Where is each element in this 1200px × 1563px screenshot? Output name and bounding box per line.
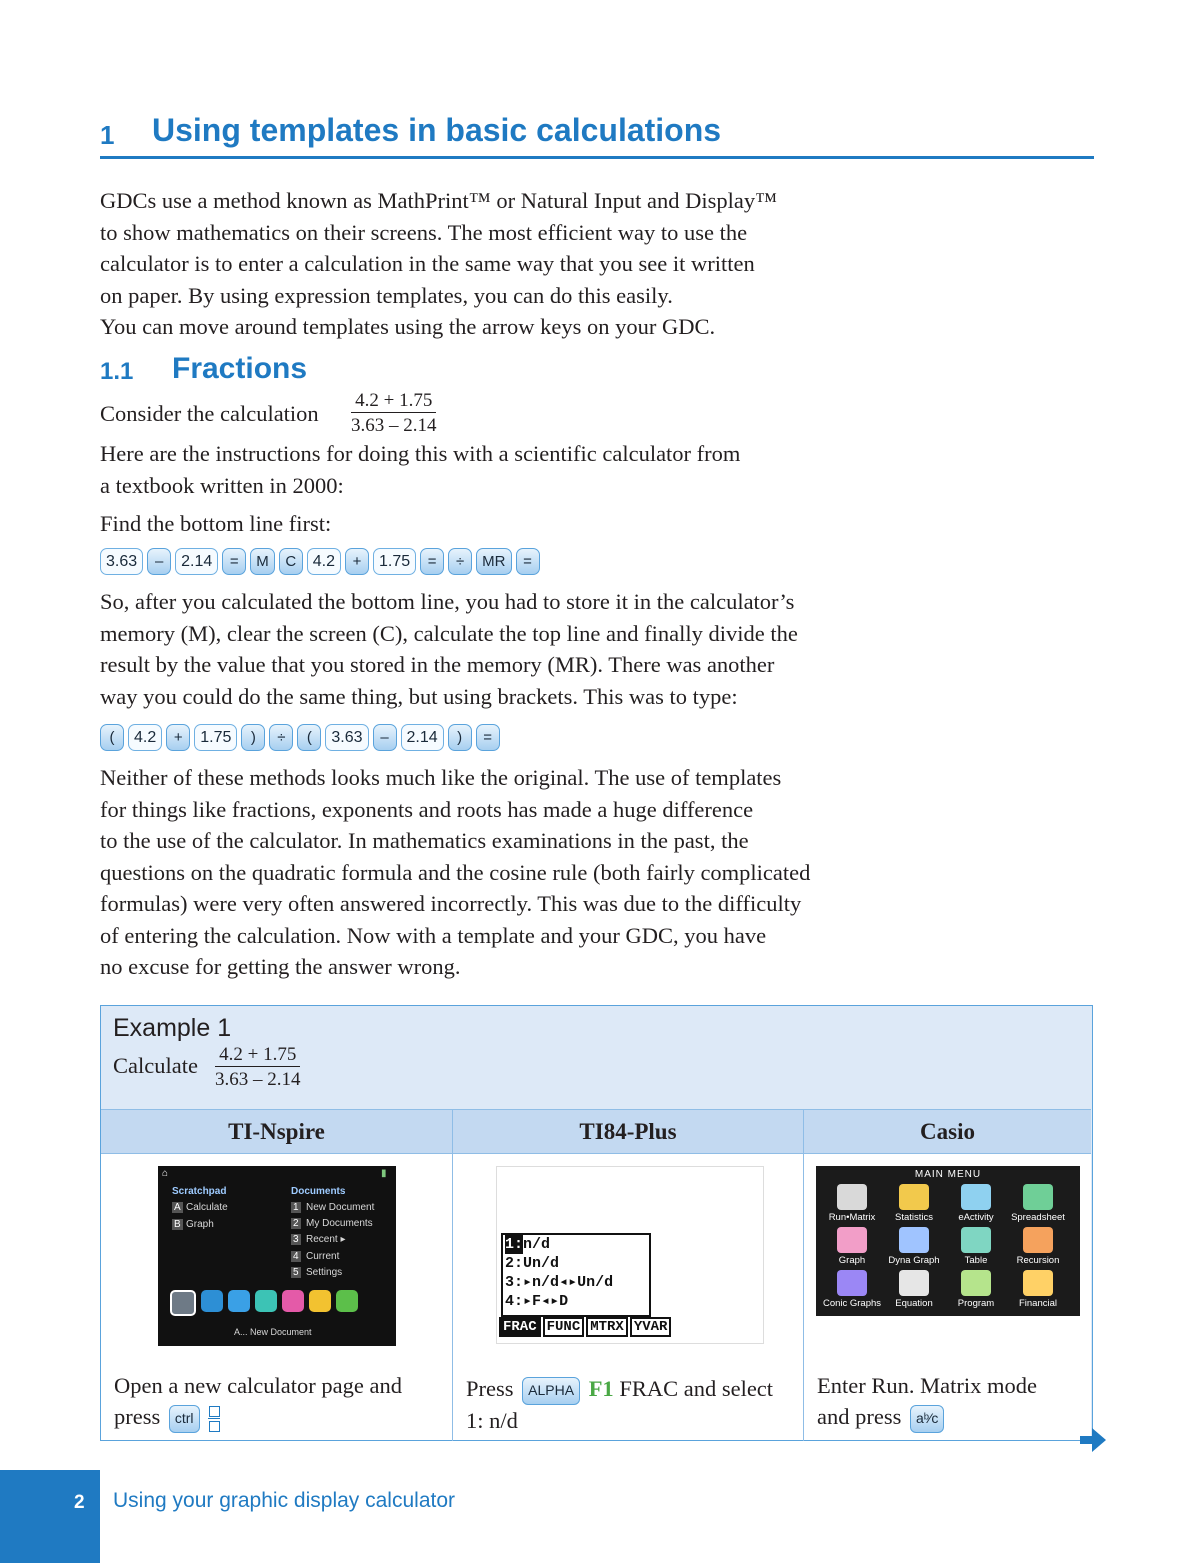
app-tile: Recursion — [1007, 1225, 1069, 1268]
calculator-app-icon — [170, 1290, 196, 1316]
calc-key: + — [345, 548, 369, 575]
financial-icon — [1023, 1270, 1053, 1296]
column-header: Casio — [804, 1110, 1091, 1154]
caption-line: Open a new calculator page and — [114, 1373, 402, 1398]
intro-paragraph — [100, 185, 777, 343]
graph-icon — [837, 1227, 867, 1253]
footer-title: Using your graphic display calculator — [113, 1489, 455, 1512]
notes-app-icon — [309, 1290, 331, 1312]
fkey-func: FUNC — [543, 1317, 585, 1337]
menu-key: 1 — [293, 1202, 299, 1213]
calc-key: = — [476, 724, 500, 751]
battery-icon: ▮ — [381, 1168, 387, 1179]
conic-graphs-icon — [837, 1270, 867, 1296]
text-line: So, after you calculated the bottom line, you had to store it in the calculator’s — [100, 589, 795, 614]
ctrl-key: ctrl — [169, 1405, 200, 1433]
fraction-denominator: 3.63 – 2.14 — [351, 415, 437, 436]
example-calc-label: Calculate — [113, 1053, 198, 1078]
fraction-numerator: 4.2 + 1.75 — [215, 1044, 300, 1067]
app-tile: Equation — [883, 1268, 945, 1311]
spreadsheet-icon — [1023, 1184, 1053, 1210]
page-number: 2 — [74, 1492, 85, 1513]
menu-item: Calculate — [186, 1202, 228, 1213]
menu-item: My Documents — [306, 1218, 373, 1229]
subsection-title: Fractions — [172, 352, 308, 385]
column-body — [101, 1154, 452, 1440]
memory-paragraph — [100, 586, 798, 712]
statistics-icon — [899, 1184, 929, 1210]
templates-paragraph — [100, 762, 810, 983]
text-line: Neither of these methods looks much like the original. The use of templates — [100, 765, 782, 790]
text-line: for things like fractions, exponents and roots has made a huge difference — [100, 796, 754, 822]
program-icon — [961, 1270, 991, 1296]
text-line: memory (M), clear the screen (C), calculate the top line and finally divide the — [100, 620, 798, 646]
app-tile: Dyna Graph — [883, 1225, 945, 1268]
calc-key: ) — [448, 724, 472, 751]
data-stats-app-icon — [282, 1290, 304, 1312]
fraction-numerator: 4.2 + 1.75 — [351, 390, 436, 413]
footer-tab — [0, 1470, 100, 1563]
key-sequence-brackets — [100, 724, 500, 751]
menu-key: 3 — [293, 1234, 299, 1245]
caption-text: press — [114, 1404, 161, 1429]
caption-text: and press — [817, 1404, 902, 1429]
fraction-denominator: 3.63 – 2.14 — [215, 1069, 301, 1090]
app-tile: Program — [945, 1268, 1007, 1311]
column-body — [804, 1154, 1091, 1440]
menu-item: Current — [306, 1251, 340, 1262]
app-tile: eActivity — [945, 1182, 1007, 1225]
subsection-number: 1.1 — [100, 358, 134, 385]
fkey-frac: FRAC — [499, 1317, 541, 1337]
f1-label: F1 — [588, 1376, 614, 1401]
menu-item: Recent ▸ — [306, 1234, 346, 1245]
text-line: Find the bottom line first: — [100, 511, 332, 536]
example-box — [100, 1005, 1093, 1441]
function-key-bar — [499, 1317, 671, 1337]
text-line: formulas) were very often answered incorrectly. This was due to the difficulty — [100, 891, 802, 916]
text-line: on paper. By using expression templates, you can do this easily. — [100, 282, 673, 308]
app-tile: Financial — [1007, 1268, 1069, 1311]
calc-key: ÷ — [448, 548, 472, 575]
text-line: Consider the calculation — [100, 401, 319, 426]
recursion-icon — [1023, 1227, 1053, 1253]
menu-item: 3:▸n/d◂▸Un/d — [505, 1274, 614, 1291]
calc-key: 3.63 — [325, 724, 368, 751]
frac-menu — [501, 1233, 651, 1317]
menu-item: Graph — [186, 1219, 214, 1230]
caption-line: 1: n/d — [466, 1407, 518, 1433]
vernier-app-icon — [336, 1290, 358, 1312]
text-line: to show mathematics on their screens. The most efficient way to use the — [100, 219, 748, 245]
caption-line — [466, 1373, 773, 1405]
calc-key: 4.2 — [128, 724, 162, 751]
calc-key: 4.2 — [307, 548, 341, 575]
menu-key: 4 — [293, 1251, 299, 1262]
caption-text: Press — [466, 1376, 514, 1401]
column-header: TI84-Plus — [453, 1110, 803, 1154]
lists-app-icon — [255, 1290, 277, 1312]
menu-key: B — [174, 1219, 181, 1230]
continue-arrow-icon — [1080, 1428, 1106, 1452]
menu-key: 5 — [293, 1267, 299, 1278]
text-line: You can move around templates using the arrow keys on your GDC. — [100, 314, 716, 339]
documents-title: Documents — [291, 1186, 346, 1197]
geometry-app-icon — [228, 1290, 250, 1312]
menu-key: 2 — [293, 1218, 299, 1229]
find-bottom-text — [100, 508, 331, 540]
calc-key: 1.75 — [373, 548, 416, 575]
calc-key: + — [166, 724, 190, 751]
calculator-comparison-table — [101, 1109, 1091, 1441]
calc-key: 2.14 — [401, 724, 444, 751]
example-fraction — [211, 1044, 305, 1091]
column-ti-nspire — [101, 1110, 453, 1441]
main-menu-title: MAIN MENU — [914, 1169, 982, 1180]
fraction-expression — [347, 390, 441, 437]
column-header: TI-Nspire — [101, 1110, 452, 1154]
text-line: questions on the quadratic formula and the cosine rule (both fairly complicated — [100, 859, 811, 885]
text-line: GDCs use a method known as MathPrint™ or Natural Input and Display™ — [100, 188, 778, 213]
calc-key: – — [373, 724, 397, 751]
fraction-template-icon — [208, 1405, 220, 1433]
menu-item: 1:n/d — [505, 1236, 551, 1253]
app-tile: Spreadsheet — [1007, 1182, 1069, 1225]
graphs-app-icon — [201, 1290, 223, 1312]
instructions-paragraph — [100, 438, 740, 501]
calc-key: C — [279, 548, 303, 575]
text-line: of entering the calculation. Now with a template and your GDC, you have — [100, 922, 767, 948]
calc-key: = — [420, 548, 444, 575]
status-line: A... New Document — [234, 1327, 312, 1337]
caption-ti-nspire — [114, 1370, 402, 1433]
fraction-key: aᵇ⁄c — [910, 1405, 944, 1433]
caption-line: Enter Run. Matrix mode — [817, 1373, 1037, 1398]
section-title: Using templates in basic calculations — [152, 112, 722, 148]
ti84-screenshot — [496, 1166, 764, 1344]
app-grid — [821, 1182, 1069, 1311]
section-heading — [100, 112, 1094, 159]
ti-nspire-screenshot — [158, 1166, 396, 1346]
caption-line — [817, 1401, 1037, 1433]
dyna-graph-icon — [899, 1227, 929, 1253]
table-icon — [961, 1227, 991, 1253]
app-tile: Statistics — [883, 1182, 945, 1225]
eactivity-icon — [961, 1184, 991, 1210]
section-number: 1 — [100, 120, 115, 150]
menu-key: A — [174, 1202, 181, 1213]
text-line: result by the value that you stored in the memory (MR). There was another — [100, 652, 775, 677]
calc-key: ( — [297, 724, 321, 751]
casio-screenshot — [816, 1166, 1080, 1316]
text-line: to the use of the calculator. In mathematics examinations in the past, the — [100, 828, 749, 853]
text-line: no excuse for getting the answer wrong. — [100, 954, 461, 979]
example-title: Example 1 — [113, 1014, 232, 1042]
app-tile: Graph — [821, 1225, 883, 1268]
menu-item: 4:▸F◂▸D — [505, 1293, 569, 1310]
fkey-mtrx: MTRX — [586, 1317, 628, 1337]
fkey-yvar: YVAR — [630, 1317, 672, 1337]
app-tile: Run•Matrix — [821, 1182, 883, 1225]
calc-key: ) — [241, 724, 265, 751]
equation-icon — [899, 1270, 929, 1296]
text-line: calculator is to enter a calculation in the same way that you see it written — [100, 251, 755, 276]
column-casio — [804, 1110, 1091, 1441]
run-matrix-icon — [837, 1184, 867, 1210]
menu-item: 2:Un/d — [505, 1255, 560, 1272]
app-dock — [170, 1290, 358, 1316]
app-tile: Table — [945, 1225, 1007, 1268]
caption-casio — [817, 1370, 1037, 1433]
caption-text: FRAC and select — [619, 1376, 774, 1401]
column-ti84-plus — [453, 1110, 804, 1441]
menu-item: Settings — [306, 1267, 343, 1278]
home-icon: ⌂ — [162, 1168, 169, 1179]
calc-key: MR — [476, 548, 511, 575]
calc-key: 2.14 — [175, 548, 218, 575]
column-body — [453, 1154, 803, 1440]
calc-key: ( — [100, 724, 124, 751]
calc-key: 1.75 — [194, 724, 237, 751]
text-line: Here are the instructions for doing this with a scientific calculator from — [100, 441, 741, 466]
app-tile: Conic Graphs — [821, 1268, 883, 1311]
caption-line — [114, 1401, 402, 1433]
menu-item: New Document — [306, 1202, 375, 1213]
calc-key: ÷ — [269, 724, 293, 751]
alpha-key: ALPHA — [522, 1377, 580, 1405]
calc-key: = — [222, 548, 246, 575]
consider-text — [100, 398, 319, 430]
calc-key: M — [250, 548, 275, 575]
caption-ti84 — [466, 1373, 773, 1436]
text-line: way you could do the same thing, but using brackets. This was to type: — [100, 683, 738, 709]
scratchpad-title: Scratchpad — [172, 1186, 227, 1197]
calc-key: = — [516, 548, 540, 575]
text-line: a textbook written in 2000: — [100, 472, 344, 498]
calc-key: 3.63 — [100, 548, 143, 575]
key-sequence-memory — [100, 548, 540, 575]
calc-key: – — [147, 548, 171, 575]
